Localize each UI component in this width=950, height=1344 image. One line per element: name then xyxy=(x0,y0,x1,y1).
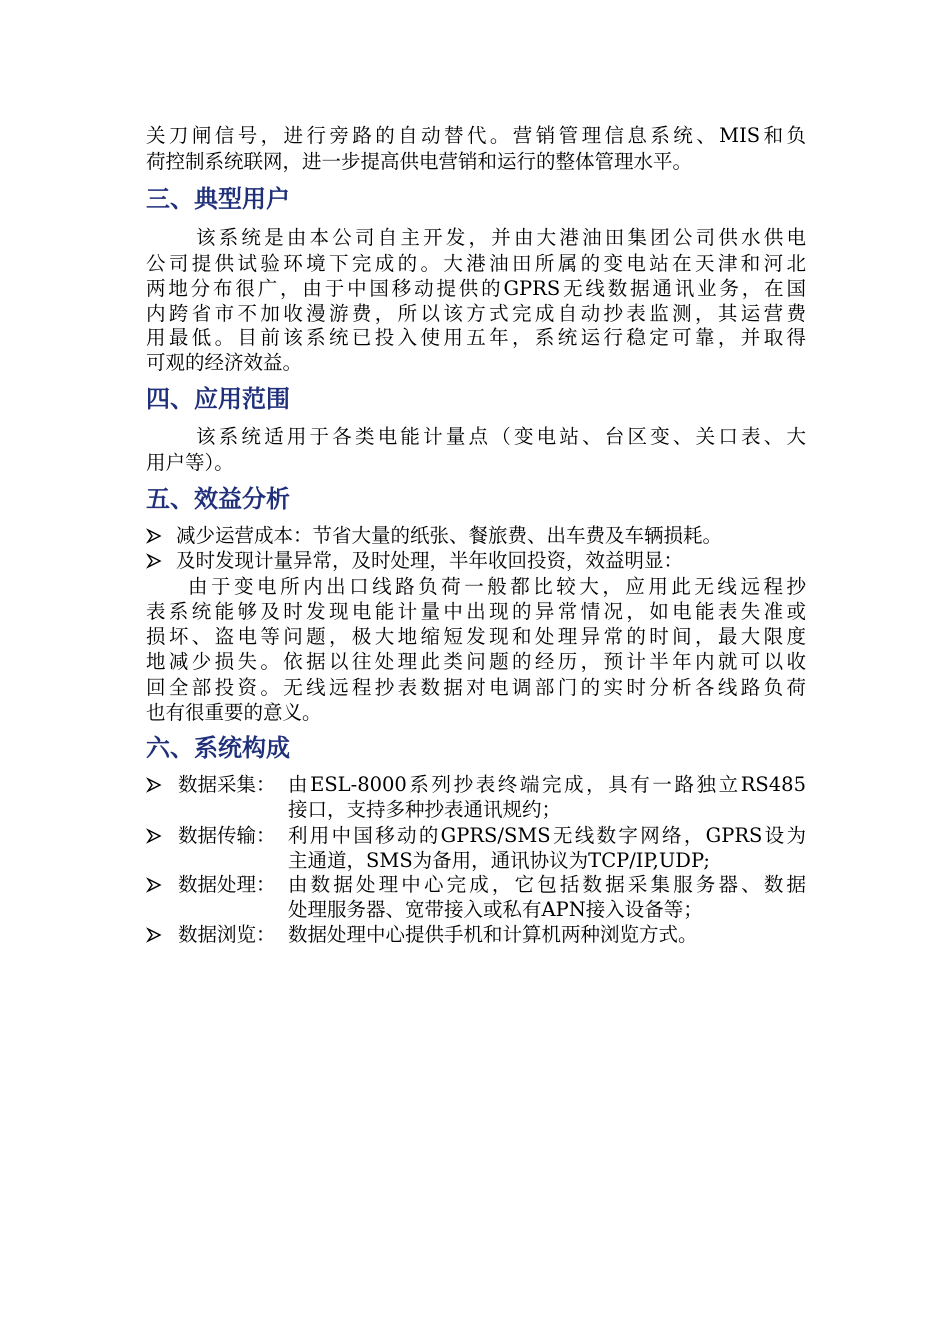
paragraph-line: 表系统能够及时发现电能计量中出现的异常情况，如电能表失准或 xyxy=(146,600,806,623)
paragraph-line: 由于变电所内出口线路负荷一般都比较大，应用此无线远程抄 xyxy=(188,575,806,598)
paragraph-line: 用户等）。 xyxy=(146,451,234,474)
intro-line-1: 关刀闸信号，进行旁路的自动替代。营销管理信息系统、MIS和负 xyxy=(146,124,806,147)
bullet-item xyxy=(146,548,806,574)
bullet-desc-continuation: 处理服务器、宽带接入或私有APN接入设备等； xyxy=(288,898,703,921)
bullet-label: 数据处理： xyxy=(178,873,276,896)
bullet-text: 减少运营成本：节省大量的纸张、餐旅费、出车费及车辆损耗。 xyxy=(176,524,723,547)
arrowhead-bullet-icon xyxy=(146,777,162,793)
bullet-item-data-collection xyxy=(146,772,806,798)
bullet-desc: 利用中国移动的GPRS/SMS无线数字网络，GPRS设为 xyxy=(288,824,806,847)
bullet-label: 数据浏览： xyxy=(178,923,276,946)
paragraph-line: 两地分布很广，由于中国移动提供的GPRS无线数据通讯业务，在国 xyxy=(146,277,806,300)
paragraph-line: 可观的经济效益。 xyxy=(146,351,303,374)
arrowhead-bullet-icon xyxy=(146,828,162,844)
bullet-label: 数据采集： xyxy=(178,773,276,796)
bullet-desc-continuation: 接口，支持多种抄表通讯规约； xyxy=(288,798,562,821)
paragraph-line: 内跨省市不加收漫游费，所以该方式完成自动抄表监测，其运营费 xyxy=(146,302,806,325)
paragraph-line: 也有很重要的意义。 xyxy=(146,701,322,724)
bullet-item-data-processing xyxy=(146,872,806,898)
paragraph-line: 公司提供试验环境下完成的。大港油田所属的变电站在天津和河北 xyxy=(146,252,806,275)
paragraph-line: 该系统适用于各类电能计量点（变电站、台区变、关口表、大 xyxy=(196,425,806,448)
intro-line-2: 荷控制系统联网，进一步提高供电营销和运行的整体管理水平。 xyxy=(146,150,693,173)
bullet-item-data-browsing xyxy=(146,922,806,948)
arrowhead-bullet-icon xyxy=(146,877,162,893)
bullet-desc: 由ESL-8000系列抄表终端完成，具有一路独立RS485 xyxy=(288,773,806,796)
paragraph-line: 地减少损失。依据以往处理此类问题的经历，预计半年内就可以收 xyxy=(146,650,806,673)
paragraph-line: 损坏、盗电等问题，极大地缩短发现和处理异常的时间，最大限度 xyxy=(146,625,806,648)
section-heading-benefit-analysis: 五、效益分析 xyxy=(146,485,290,513)
bullet-text: 及时发现计量异常，及时处理，半年收回投资，效益明显： xyxy=(176,549,684,572)
section-heading-application-scope: 四、应用范围 xyxy=(146,385,290,413)
section-heading-typical-users: 三、典型用户 xyxy=(146,185,290,213)
arrowhead-bullet-icon xyxy=(146,528,162,544)
bullet-label: 数据传输： xyxy=(178,824,276,847)
arrowhead-bullet-icon xyxy=(146,927,162,943)
paragraph-line: 该系统是由本公司自主开发，并由大港油田集团公司供水供电 xyxy=(196,226,806,249)
bullet-desc-continuation: 主通道，SMS为备用，通讯协议为TCP/IP,UDP; xyxy=(288,849,710,872)
bullet-desc: 由数据处理中心完成，它包括数据采集服务器、数据 xyxy=(288,873,806,896)
paragraph-line: 回全部投资。无线远程抄表数据对电调部门的实时分析各线路负荷 xyxy=(146,676,806,699)
paragraph-line: 用最低。目前该系统已投入使用五年，系统运行稳定可靠，并取得 xyxy=(146,326,806,349)
bullet-item xyxy=(146,523,806,549)
bullet-desc: 数据处理中心提供手机和计算机两种浏览方式。 xyxy=(288,923,698,946)
section-heading-system-composition: 六、系统构成 xyxy=(146,734,290,762)
bullet-item-data-transmission xyxy=(146,823,806,849)
arrowhead-bullet-icon xyxy=(146,553,162,569)
